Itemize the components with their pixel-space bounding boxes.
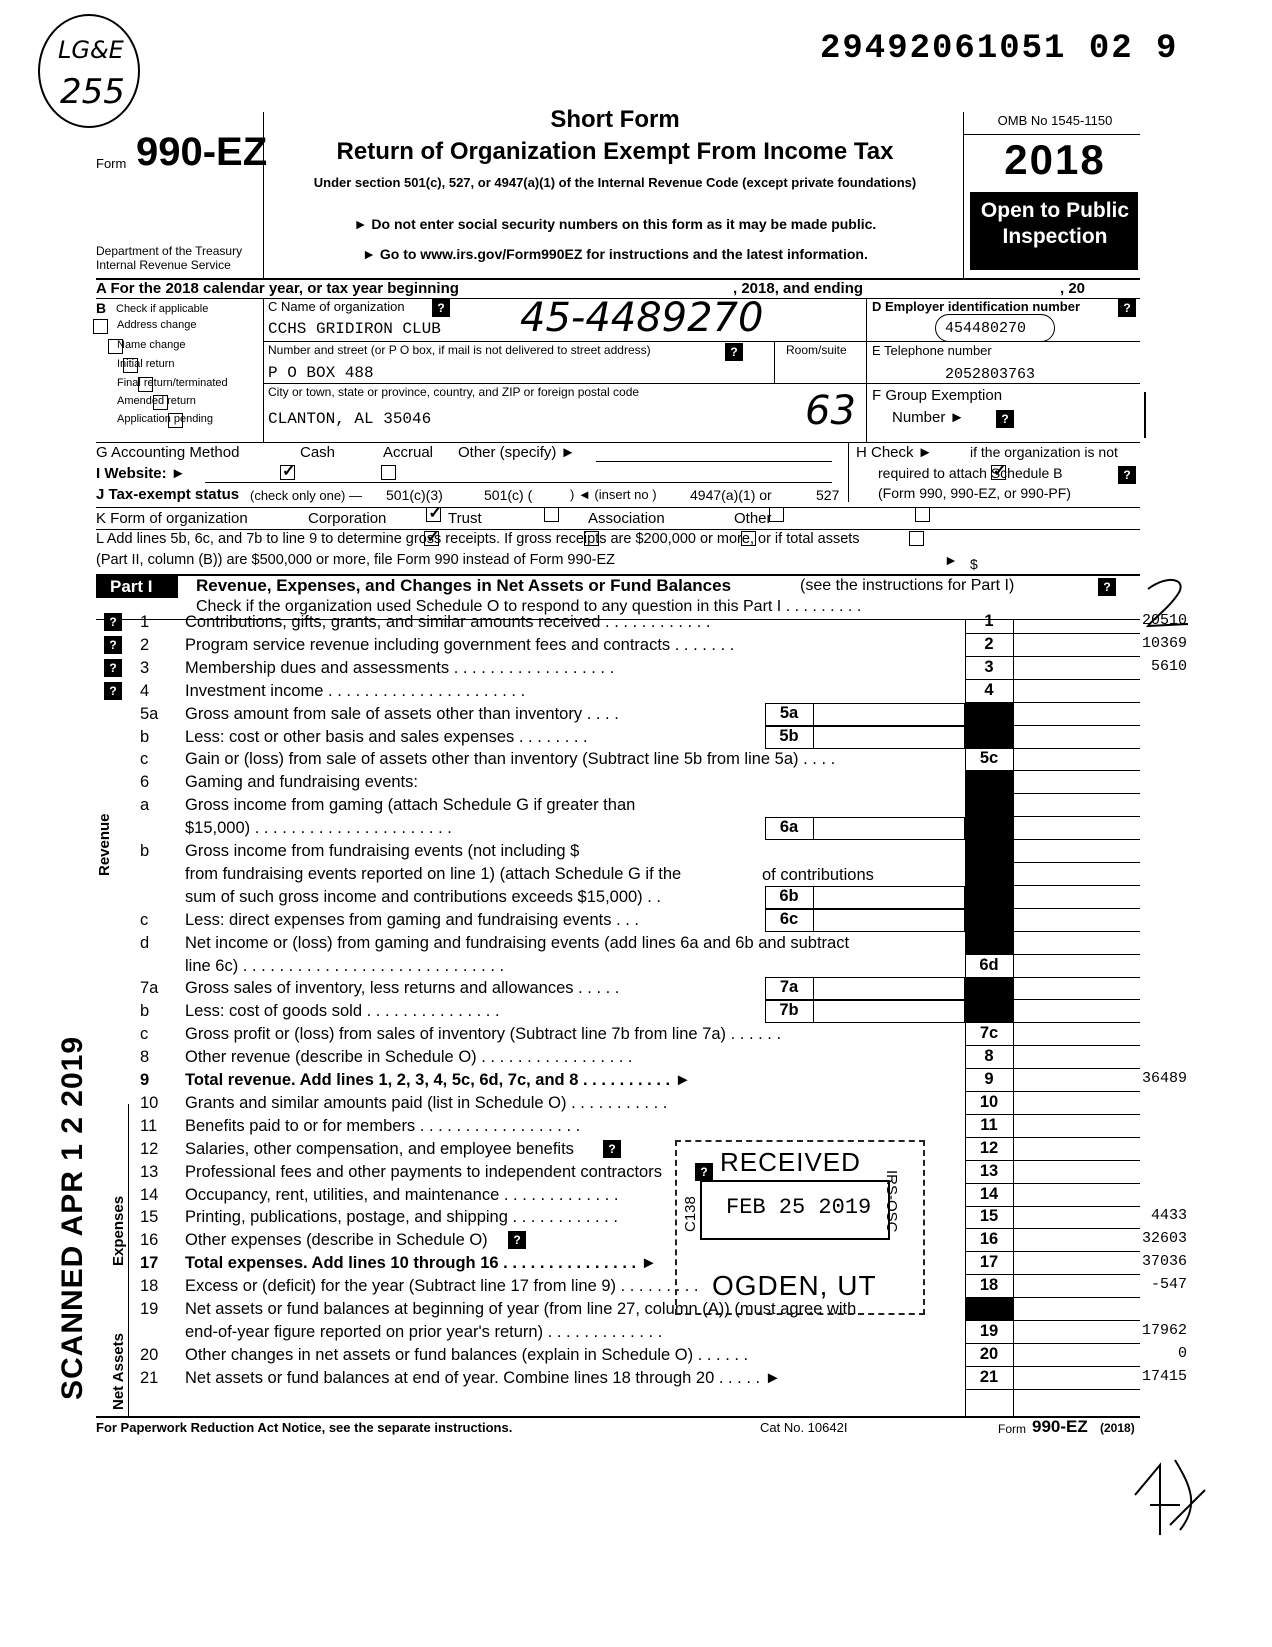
part-i-line-row xyxy=(0,1321,1272,1344)
part-i-line-row xyxy=(0,634,1272,657)
received-stamp-date: FEB 25 2019 xyxy=(726,1195,872,1220)
city-label: City or town, state or province, country, and ZIP or foreign postal code xyxy=(268,385,640,399)
line-description: Less: direct expenses from gaming and fundraising events . . . xyxy=(185,911,639,929)
part-i-line-row xyxy=(0,611,1272,634)
part-i-line-row xyxy=(0,1161,1272,1184)
line-number: 10 xyxy=(140,1094,159,1112)
line-amount[interactable]: 36489 xyxy=(1141,1070,1187,1087)
line-number: 17 xyxy=(140,1254,159,1272)
help-icon[interactable]: ? xyxy=(432,299,450,317)
title-main: Return of Organization Exempt From Income Tax xyxy=(336,138,894,165)
sub-line-ref: 6c xyxy=(779,910,799,928)
help-icon[interactable]: ? xyxy=(508,1231,526,1249)
shaded-cell xyxy=(965,703,1013,726)
line-description: Gross income from gaming (attach Schedule G if greater than xyxy=(185,796,636,814)
stamp-line1: LG&E xyxy=(58,36,124,64)
accrual-label: Accrual xyxy=(383,444,434,461)
handwritten-63: 63 xyxy=(805,388,856,434)
document-locator-number: 29492061051 02 9 xyxy=(820,30,1179,68)
line-number: a xyxy=(140,796,150,814)
shaded-cell xyxy=(965,977,1013,1000)
shaded-cell xyxy=(965,817,1013,840)
org-name-label: C Name of organization xyxy=(268,299,405,314)
corporation-label: Corporation xyxy=(308,510,387,527)
side-label-net-assets: Net Assets xyxy=(110,1333,127,1410)
handwritten-initials xyxy=(1120,1445,1210,1545)
side-label-expenses: Expenses xyxy=(110,1195,127,1266)
part-i-line-row xyxy=(0,863,1272,886)
org-name: CCHS GRIDIRON CLUB xyxy=(268,320,441,338)
line-description: Gross sales of inventory, less returns and allowances . . . . . xyxy=(185,979,620,997)
sub-line-amount-field[interactable] xyxy=(813,977,966,1000)
line-ref: 7c xyxy=(979,1024,999,1042)
line-description: Grants and similar amounts paid (list in Schedule O) . . . . . . . . . . . xyxy=(185,1094,668,1112)
shaded-cell xyxy=(965,1298,1013,1321)
notice-ssn: ► Do not enter social security numbers on this form as it may be made public. xyxy=(353,216,877,232)
shaded-cell xyxy=(965,863,1013,886)
footer-paperwork-notice: For Paperwork Reduction Act Notice, see the separate instructions. xyxy=(96,1420,513,1435)
sub-line-amount-field[interactable] xyxy=(813,817,966,840)
section-b-item-label: Address change xyxy=(117,319,197,331)
shaded-cell xyxy=(965,840,1013,863)
line-description: Total revenue. Add lines 1, 2, 3, 4, 5c, 6d, 7c, and 8 . . . . . . . . . . ► xyxy=(185,1071,691,1089)
other-org-checkbox[interactable] xyxy=(909,531,924,546)
tax-exempt-label: J Tax-exempt status xyxy=(96,486,240,503)
part-i-line-row xyxy=(0,1206,1272,1229)
sub-line-ref: 7b xyxy=(779,1001,799,1019)
line-number: 13 xyxy=(140,1163,159,1181)
line-a-mid: , 2018, and ending xyxy=(733,280,864,297)
sub-line-ref: 6b xyxy=(779,887,799,905)
line-description: Net assets or fund balances at beginning of year (from line 27, column (A)) (must agree with xyxy=(185,1300,857,1318)
line-l-dollar: $ xyxy=(970,556,978,572)
line-description: Investment income . . . . . . . . . . . . . . . . . . . . . . xyxy=(185,682,526,700)
line-description: Membership dues and assessments . . . . . . . . . . . . . . . . . . xyxy=(185,659,615,677)
sub-line-amount-field[interactable] xyxy=(813,1000,966,1023)
form-name: 990-EZ xyxy=(136,130,268,174)
line-description: Contributions, gifts, grants, and similar amounts received . . . . . . . . . . . . xyxy=(185,613,711,631)
section-b-item-label: Name change xyxy=(117,339,186,351)
line-amount[interactable]: 37036 xyxy=(1141,1253,1187,1270)
part-i-tag: Part I xyxy=(110,577,153,596)
section-b-item-label: Amended return xyxy=(117,395,196,407)
handwritten-mark-right xyxy=(1138,574,1198,634)
part-i-line-row xyxy=(0,1344,1272,1367)
footer-cat-no: Cat No. 10642I xyxy=(760,1420,848,1435)
sub-line-amount-field[interactable] xyxy=(813,726,966,749)
sub-line-ref: 6a xyxy=(779,818,799,836)
shaded-cell xyxy=(965,771,1013,794)
help-icon[interactable]: ? xyxy=(603,1140,621,1158)
line-number: c xyxy=(140,1025,149,1043)
tax-year: 2018 xyxy=(1004,136,1106,183)
527-label: 527 xyxy=(816,487,840,503)
part-i-line-row xyxy=(0,1092,1272,1115)
line-amount[interactable]: 0 xyxy=(1177,1345,1187,1362)
line-description: Gross profit or (loss) from sales of inventory (Subtract line 7b from line 7a) . . . . . . xyxy=(185,1025,782,1043)
line-description: Occupancy, rent, utilities, and maintenance . . . . . . . . . . . . . xyxy=(185,1186,619,1204)
line-number: c xyxy=(140,750,149,768)
line-l-arrow: ► xyxy=(944,552,958,568)
part-i-line-row xyxy=(0,840,1272,863)
help-icon[interactable]: ? xyxy=(695,1163,713,1181)
line-ref: 4 xyxy=(984,681,994,699)
side-label-revenue: Revenue xyxy=(96,813,113,876)
part-i-line-row xyxy=(0,977,1272,1000)
received-stamp-line3: OGDEN, UT xyxy=(712,1270,877,1301)
line-ref: 9 xyxy=(984,1070,994,1088)
help-icon[interactable]: ? xyxy=(996,410,1014,428)
help-icon[interactable]: ? xyxy=(104,613,122,631)
form-of-org-label: K Form of organization xyxy=(96,510,248,527)
line-ref: 15 xyxy=(979,1207,999,1225)
line-description: from fundraising events reported on line 1) (attach Schedule G if the xyxy=(185,865,682,883)
cash-checkbox[interactable] xyxy=(280,465,295,480)
line-amount[interactable]: 10369 xyxy=(1141,635,1187,652)
line-description: end-of-year figure reported on prior year's return) . . . . . . . . . . . . . xyxy=(185,1323,663,1341)
notice-website: ► Go to www.irs.gov/Form990EZ for instructions and the latest information. xyxy=(362,246,868,262)
line-number: 2 xyxy=(140,636,150,654)
part-i-line-row xyxy=(0,1023,1272,1046)
line-amount[interactable]: -547 xyxy=(1150,1276,1187,1293)
line-h-text2: required to attach Schedule B xyxy=(878,465,1063,481)
line-ref: 21 xyxy=(979,1368,999,1386)
part-i-line-row xyxy=(0,1184,1272,1207)
line-number: 21 xyxy=(140,1369,159,1387)
line-number: 12 xyxy=(140,1140,159,1158)
help-icon[interactable]: ? xyxy=(1118,299,1136,317)
received-stamp-side-left: C138 xyxy=(682,1196,699,1232)
help-icon[interactable]: ? xyxy=(104,682,122,700)
501c-insert-label: ) ◄ (insert no ) xyxy=(570,487,657,502)
line-ref: 17 xyxy=(979,1253,999,1271)
line-description: Gaming and fundraising events: xyxy=(185,773,418,791)
part-i-line-row xyxy=(0,955,1272,978)
line-number: 6 xyxy=(140,773,150,791)
line-number: 8 xyxy=(140,1048,150,1066)
line-number: 14 xyxy=(140,1186,159,1204)
omb-number: OMB No 1545-1150 xyxy=(997,113,1113,128)
part-i-title-tail: (see the instructions for Part I) xyxy=(800,577,1015,594)
ein-circle xyxy=(935,314,1055,342)
part-i-line-row xyxy=(0,1138,1272,1161)
line-number: 20 xyxy=(140,1346,159,1364)
section-b-checkbox[interactable] xyxy=(93,319,108,334)
line-description: line 6c) . . . . . . . . . . . . . . . . . . . . . . . . . . . . . xyxy=(185,957,505,975)
line-amount[interactable]: 17415 xyxy=(1141,1368,1187,1385)
line-ref: 1 xyxy=(984,612,994,630)
line-description: Program service revenue including government fees and contracts . . . . . . . xyxy=(185,636,735,654)
line-number: c xyxy=(140,911,149,929)
line-number: 4 xyxy=(140,682,150,700)
shaded-cell xyxy=(965,909,1013,932)
line-ref: 3 xyxy=(984,658,994,676)
line-ref: 6d xyxy=(979,956,999,974)
line-description: Other expenses (describe in Schedule O) xyxy=(185,1231,488,1249)
handwritten-ein: 45-4489270 xyxy=(520,295,764,341)
association-label: Association xyxy=(588,510,665,527)
line-number: d xyxy=(140,934,150,952)
line-l-text2: (Part II, column (B)) are $500,000 or more, file Form 990 instead of Form 990-EZ xyxy=(96,552,615,568)
501c3-label: 501(c)(3) xyxy=(386,487,443,503)
help-icon[interactable]: ? xyxy=(104,636,122,654)
line-number: 18 xyxy=(140,1277,159,1295)
line-number: 16 xyxy=(140,1231,159,1249)
street-label: Number and street (or P O box, if mail is not delivered to street address) xyxy=(268,343,651,357)
dept-line1: Department of the Treasury xyxy=(96,244,243,258)
part-i-line-row xyxy=(0,1367,1272,1390)
shaded-cell xyxy=(965,794,1013,817)
part-i-line-row xyxy=(0,817,1272,840)
part-i-line-row xyxy=(0,1229,1272,1252)
help-icon[interactable]: ? xyxy=(104,659,122,677)
website-label: I Website: ► xyxy=(96,465,186,482)
title-short-form: Short Form xyxy=(550,106,680,133)
line-description: Net income or (loss) from gaming and fundraising events (add lines 6a and 6b and subtract xyxy=(185,934,850,952)
line-h-text1: if the organization is not xyxy=(970,444,1118,460)
room-suite-label: Room/suite xyxy=(786,343,847,357)
section-b-label: B xyxy=(96,300,107,316)
line-amount[interactable]: 5610 xyxy=(1150,658,1187,675)
line-h-text3: (Form 990, 990-EZ, or 990-PF) xyxy=(878,485,1071,501)
527-checkbox[interactable] xyxy=(915,507,930,522)
footer-form-name: 990-EZ xyxy=(1032,1417,1088,1436)
line-ref: 10 xyxy=(979,1093,999,1111)
tax-exempt-sub: (check only one) — xyxy=(250,488,362,503)
shaded-cell xyxy=(965,726,1013,749)
received-stamp-side-right: IRS-OSC xyxy=(883,1170,900,1233)
line-h-label: H Check ► xyxy=(856,444,933,461)
form-prefix: Form xyxy=(96,156,127,171)
subtitle: Under section 501(c), 527, or 4947(a)(1) of the Internal Revenue Code (except private foundations) xyxy=(313,175,917,190)
shaded-cell xyxy=(965,1000,1013,1023)
dept-line2: Internal Revenue Service xyxy=(96,258,231,272)
4947-label: 4947(a)(1) or xyxy=(690,487,772,503)
group-exemption-number-label: Number ► xyxy=(892,409,965,426)
shaded-cell xyxy=(965,932,1013,955)
footer-form-year: (2018) xyxy=(1100,1421,1135,1435)
line-a-end: , 20 xyxy=(1060,280,1086,297)
part-i-line-row xyxy=(0,1275,1272,1298)
line-number: b xyxy=(140,1002,150,1020)
line-a-label: A For the 2018 calendar year, or tax year beginning xyxy=(96,280,459,297)
line-number: 9 xyxy=(140,1071,150,1089)
group-exemption-label: F Group Exemption xyxy=(872,387,1003,404)
line-ref: 11 xyxy=(980,1116,998,1134)
shaded-cell xyxy=(965,886,1013,909)
line-amount[interactable]: 32603 xyxy=(1141,1230,1187,1247)
line-ref: 2 xyxy=(984,635,994,653)
line-amount[interactable]: 4433 xyxy=(1150,1207,1187,1224)
line-description: Gain or (loss) from sale of assets other than inventory (Subtract line 5b from line 5a) . . . . xyxy=(185,750,836,768)
sub-line-ref: 5b xyxy=(779,727,799,745)
city-state-zip: CLANTON, AL 35046 xyxy=(268,410,432,428)
line-ref: 5c xyxy=(979,749,999,767)
line-description: Less: cost of goods sold . . . . . . . . . . . . . . . xyxy=(185,1002,500,1020)
part-i-line-row xyxy=(0,726,1272,749)
line-description: sum of such gross income and contributions exceeds $15,000) . . xyxy=(185,888,662,906)
line-ref: 19 xyxy=(979,1322,999,1340)
501c-label: 501(c) ( xyxy=(484,487,533,503)
line-description: Net assets or fund balances at end of year. Combine lines 18 through 20 . . . . . ► xyxy=(185,1369,782,1387)
line-amount[interactable]: 20510 xyxy=(1141,612,1187,629)
part-i-line-row xyxy=(0,748,1272,771)
of-contributions-label: of contributions xyxy=(762,866,874,884)
section-b-item-label: Application pending xyxy=(117,413,214,425)
section-b-title: Check if applicable xyxy=(116,303,209,315)
sub-line-amount-field[interactable] xyxy=(813,886,966,909)
part-i-line-row xyxy=(0,680,1272,703)
part-i-line-row xyxy=(0,1046,1272,1069)
line-number: 3 xyxy=(140,659,150,677)
line-ref: 8 xyxy=(984,1047,994,1065)
part-i-line-row xyxy=(0,886,1272,909)
trust-label: Trust xyxy=(448,510,482,527)
help-icon[interactable]: ? xyxy=(725,343,743,361)
handwritten-bar-right xyxy=(1140,390,1150,440)
line-description: Excess or (deficit) for the year (Subtract line 17 from line 9) . . . . . . . . . xyxy=(185,1277,699,1295)
cash-label: Cash xyxy=(300,444,336,461)
part-i-line-row xyxy=(0,771,1272,794)
line-ref: 14 xyxy=(979,1185,999,1203)
part-i-line-row xyxy=(0,1000,1272,1023)
line-description: Other changes in net assets or fund balances (explain in Schedule O) . . . . . . xyxy=(185,1346,749,1364)
line-number: b xyxy=(140,842,150,860)
part-i-line-row xyxy=(0,657,1272,680)
line-l-text1: L Add lines 5b, 6c, and 7b to line 9 to determine gross receipts. If gross receipts are $200,000 or more, or if total assets xyxy=(96,531,860,547)
line-description: Benefits paid to or for members . . . . . . . . . . . . . . . . . . xyxy=(185,1117,581,1135)
part-i-line-row xyxy=(0,1252,1272,1275)
line-description: Professional fees and other payments to independent contractors xyxy=(185,1163,662,1181)
part-i-title: Revenue, Expenses, and Changes in Net Assets or Fund Balances xyxy=(196,576,732,595)
line-ref: 12 xyxy=(979,1139,999,1157)
sub-line-amount-field[interactable] xyxy=(813,909,966,932)
line-ref: 16 xyxy=(979,1230,999,1248)
street-address: P O BOX 488 xyxy=(268,364,374,382)
sub-line-ref: 5a xyxy=(779,704,799,722)
line-ref: 13 xyxy=(979,1162,999,1180)
line-ref: 18 xyxy=(979,1276,999,1294)
line-description: Salaries, other compensation, and employee benefits xyxy=(185,1140,574,1158)
scanned-stamp: SCANNED APR 1 2 2019 xyxy=(56,1035,89,1400)
part-i-line-row xyxy=(0,932,1272,955)
ein-value: 454480270 xyxy=(945,320,1027,337)
sub-line-amount-field[interactable] xyxy=(813,703,966,726)
line-description: Gross income from fundraising events (not including $ xyxy=(185,842,580,860)
open-to-public-text: Open to Public Inspection xyxy=(980,199,1130,248)
part-i-line-row xyxy=(0,1115,1272,1138)
line-number: 5a xyxy=(140,705,159,723)
line-description: Other revenue (describe in Schedule O) . . . . . . . . . . . . . . . . . xyxy=(185,1048,633,1066)
line-ref: 20 xyxy=(979,1345,999,1363)
phone-label: E Telephone number xyxy=(872,343,992,358)
501c3-checkbox[interactable] xyxy=(426,507,441,522)
line-description: Total expenses. Add lines 10 through 16 . . . . . . . . . . . . . . . ► xyxy=(185,1254,658,1272)
line-number: 11 xyxy=(140,1117,158,1135)
other-method-label: Other (specify) ► xyxy=(458,444,576,461)
help-icon[interactable]: ? xyxy=(1118,466,1136,484)
line-description: Gross amount from sale of assets other than inventory . . . . xyxy=(185,705,619,723)
line-amount[interactable]: 17962 xyxy=(1141,1322,1187,1339)
line-number: 15 xyxy=(140,1208,159,1226)
part-i-check-line: Check if the organization used Schedule O to respond to any question in this Part I . . . . . . . . . xyxy=(196,598,862,615)
section-b-item-label: Final return/terminated xyxy=(117,377,228,389)
part-i-line-row xyxy=(0,703,1272,726)
accrual-checkbox[interactable] xyxy=(381,465,396,480)
accounting-method-label: G Accounting Method xyxy=(96,444,240,461)
line-number: 19 xyxy=(140,1300,159,1318)
ein-label: D Employer identification number xyxy=(872,299,1081,314)
line-description: Printing, publications, postage, and shipping . . . . . . . . . . . . xyxy=(185,1208,618,1226)
phone-value: 2052803763 xyxy=(945,366,1036,383)
line-number: b xyxy=(140,728,150,746)
section-b-item-label: Initial return xyxy=(117,358,175,370)
received-stamp-line1: RECEIVED xyxy=(720,1147,861,1177)
part-i-line-row xyxy=(0,1069,1272,1092)
part-i-line-row xyxy=(0,1298,1272,1321)
line-number: 7a xyxy=(140,979,159,997)
stamp-line2: 255 xyxy=(60,72,125,112)
part-i-line-row xyxy=(0,794,1272,817)
sub-line-ref: 7a xyxy=(779,978,799,996)
line-description: $15,000) . . . . . . . . . . . . . . . . . . . . . . xyxy=(185,819,452,837)
501c-checkbox[interactable] xyxy=(544,507,559,522)
footer-form-prefix: Form xyxy=(998,1422,1026,1436)
part-i-line-row xyxy=(0,909,1272,932)
line-description: Less: cost or other basis and sales expenses . . . . . . . . xyxy=(185,728,588,746)
help-icon[interactable]: ? xyxy=(1098,578,1116,596)
line-number: 1 xyxy=(140,613,150,631)
other-org-label: Other xyxy=(734,510,772,527)
